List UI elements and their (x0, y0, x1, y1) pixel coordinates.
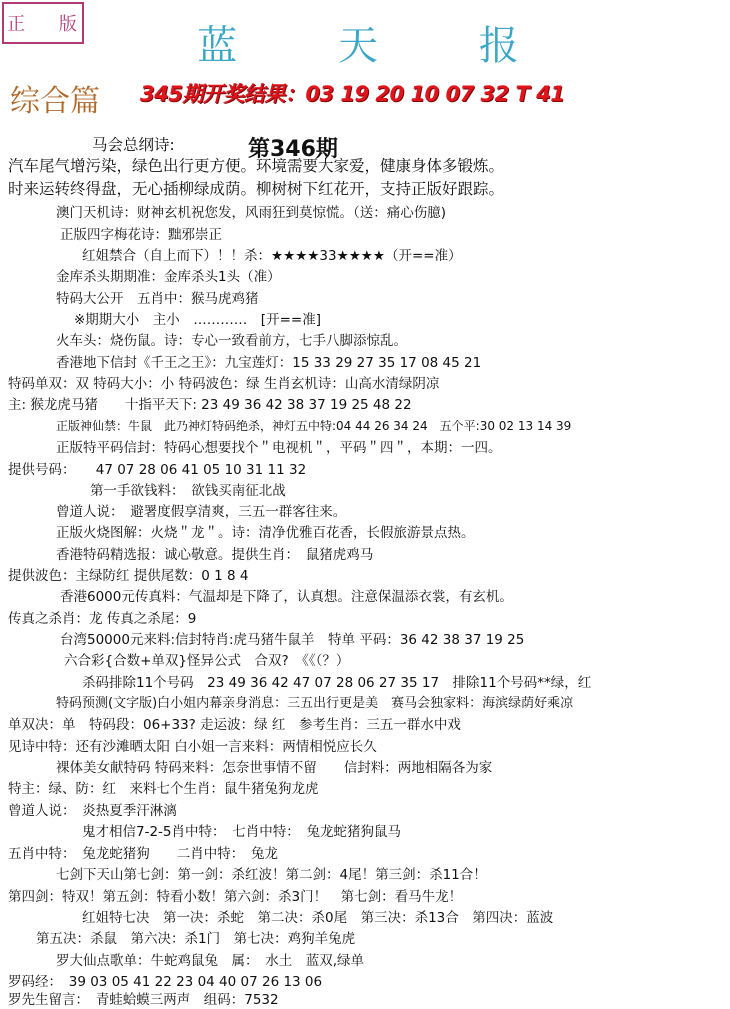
newspaper-title: 蓝 天 报 (197, 23, 563, 69)
text-line: 六合彩{合数+单双}怪异公式 合双? 《《（？） (64, 653, 350, 669)
previous-result: 345期开奖结果：03 19 20 10 07 32 T 41 (140, 82, 565, 106)
text-line: 见诗中特：还有沙滩晒太阳 白小姐一言来料：两情相悦应长久 (8, 739, 377, 755)
text-line: 杀码排除11个号码 23 49 36 42 47 07 28 06 27 35 17 排除11个号码**绿，红 (82, 675, 592, 691)
text-line: 主: 猴龙虎马猪 十指平天下: 23 49 36 42 38 37 19 25 48 22 (8, 397, 412, 413)
text-line: 鬼才相信7-2-5肖中特： 七肖中特： 兔龙蛇猪狗鼠马 (82, 824, 402, 840)
text-line: ※期期大小 主小 ………… [开==准] (74, 312, 321, 328)
text-line: 第一手欲钱料： 欲钱买南征北战 (90, 483, 286, 499)
text-line: 香港特码精选报：诚心敬意。提供生肖： 鼠猪虎鸡马 (56, 547, 374, 563)
text-line: 特码大公开 五肖中：猴马虎鸡猪 (56, 291, 259, 307)
text-line: 金库杀头期期准：金库杀头1头（准） (56, 269, 281, 285)
text-line: 香港地下信封《千王之王》：九宝莲灯：15 33 29 27 35 17 08 45 21 (56, 355, 482, 371)
text-line: 香港6000元传真料：气温却是下降了，认真想。注意保温添衣裳，有玄机。 (60, 589, 513, 605)
text-line: 红姐特七决 第一决：杀蛇 第二决：杀0尾 第三决：杀13合 第四决：蓝波 (82, 910, 554, 926)
text-line: 特码预测(文字版)白小姐内幕亲身消息：三五出行更是美 赛马会独家料：海滨绿荫好乘凉 (56, 696, 574, 711)
issue-number: 第346期 (248, 137, 338, 162)
text-line: 七剑下天山第七剑：第一剑：杀红波！第二剑：4尾！第三剑：杀11合！ (56, 867, 487, 883)
text-line: 裸体美女献特码 特码来料：怎奈世事情不留 信封料：两地相隔各为家 (56, 760, 493, 776)
text-line: 罗大仙点歌单：牛蛇鸡鼠兔 属： 水土 蓝双,绿单 (56, 953, 365, 969)
text-line: 提供号码： 47 07 28 06 41 05 10 31 11 32 (8, 462, 307, 478)
genuine-stamp: 正 版 (2, 2, 84, 44)
text-line: 特主：绿、防：红 来料七个生肖：鼠牛猪兔狗龙虎 (8, 781, 319, 797)
text-line: 罗先生留言： 青蛙蛤蟆三两声 组码：7532 (8, 992, 279, 1008)
text-line: 罗码经： 39 03 05 41 22 23 04 40 07 26 13 06 (8, 974, 323, 990)
text-line: 特码单双：双 特码大小：小 特码波色：绿 生肖玄机诗：山高水清绿阴凉 (8, 376, 440, 392)
text-line: 单双决：单 特码段：06+33? 走运波：绿 红 参考生肖：三五一群水中戏 (8, 717, 461, 733)
text-line: 台湾50000元来料:信封特肖:虎马猪牛鼠羊 特单 平码：36 42 38 37 19 25 (60, 632, 525, 648)
text-line: 正版火烧图解：火烧＂龙＂。诗：清净优雅百花香，长假旅游景点热。 (56, 525, 475, 541)
text-line: 火车头：烧伤鼠。诗：专心一致看前方，七手八脚添惊乱。 (56, 333, 407, 349)
text-line: 马会总纲诗: (92, 136, 175, 154)
text-line: 时来运转终得盘，无心插柳绿成荫。柳树树下红花开，支持正版好跟踪。 (8, 180, 505, 198)
text-line: 正版神仙禁：牛鼠 此乃神灯特码绝杀，神灯五中特:04 44 26 34 24 五个平:30 02 13 14 39 (56, 419, 572, 433)
text-line: 汽车尾气增污染，绿色出行更方便。环境需要大家爱，健康身体多锻炼。 (8, 157, 505, 175)
text-line: 澳门天机诗：财神玄机祝您发，风雨狂到莫惊慌。（送：痛心伤臆) (56, 205, 447, 221)
section-label: 综合篇 (10, 84, 100, 119)
text-line: 曾道人说： 炎热夏季汗淋漓 (8, 803, 177, 819)
text-line: 第四剑：特双！第五剑：特看小数！第六剑：杀3门！ 第七剑：看马牛龙！ (8, 889, 463, 905)
text-line: 正版特平码信封：特码心想要找个＂电视机＂，平码＂四＂，本期：一四。 (56, 440, 502, 456)
text-line: 提供波色：主绿防红 提供尾数：0 1 8 4 (8, 568, 249, 584)
text-line: 红姐禁合（自上而下）！！杀：★★★★33★★★★（开==准） (82, 248, 462, 264)
text-line: 正版四字梅花诗：黜邪崇正 (60, 227, 222, 243)
text-line: 传真之杀肖：龙 传真之杀尾：9 (8, 611, 197, 627)
text-line: 曾道人说： 避署度假享清爽，三五一群客往来。 (56, 504, 347, 520)
text-line: 第五决：杀鼠 第六决：杀1门 第七决：鸡狗羊兔虎 (36, 931, 356, 947)
text-line: 五肖中特： 兔龙蛇猪狗 二肖中特： 兔龙 (8, 846, 278, 862)
